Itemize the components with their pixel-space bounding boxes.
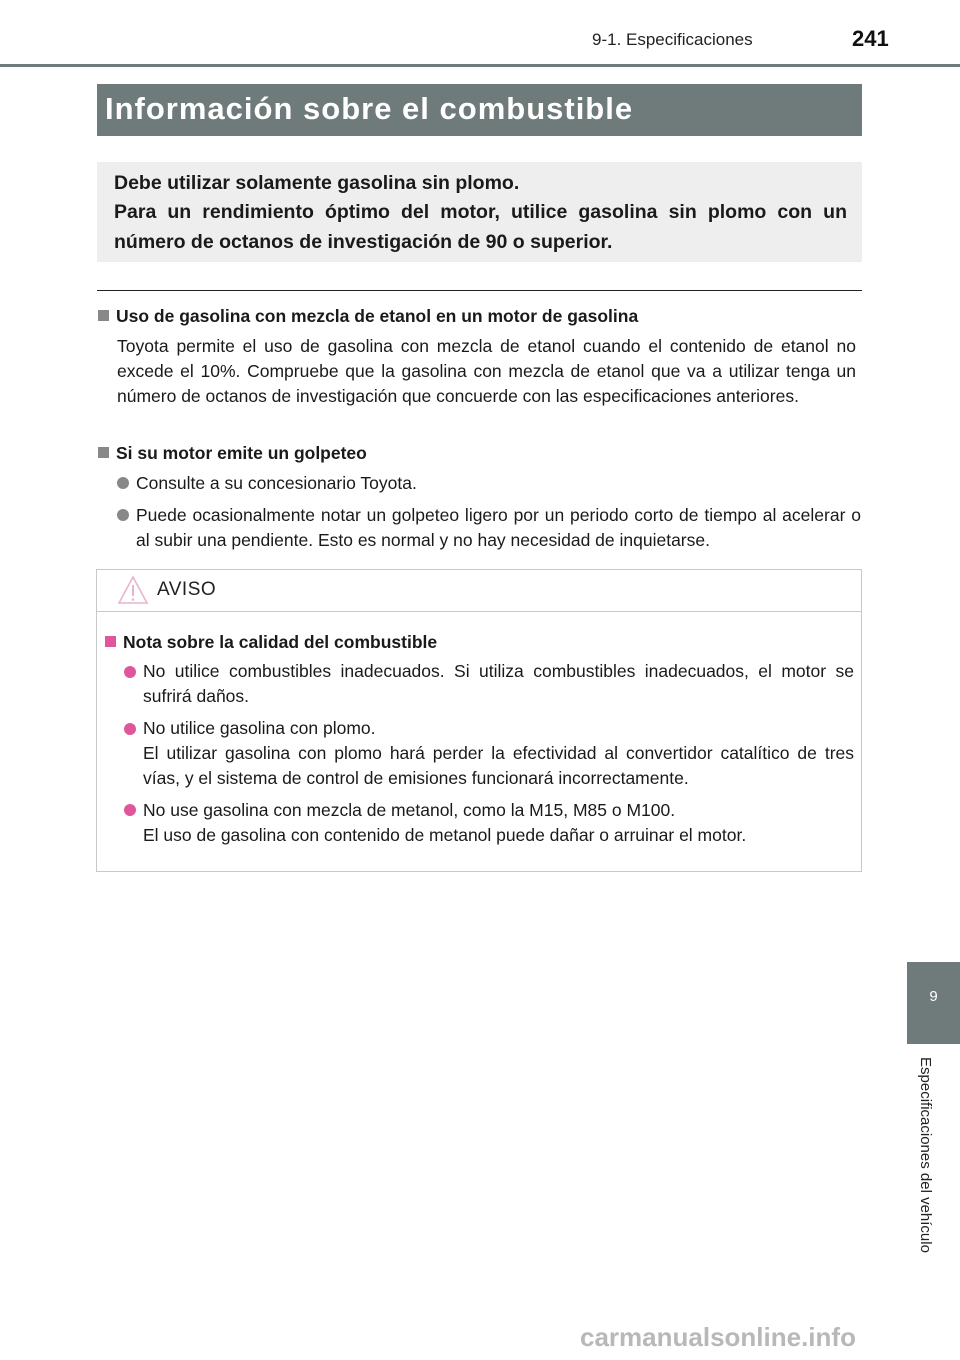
section-paragraph-ethanol: Toyota permite el uso de gasolina con mezcla de etanol cuando el contenido de etanol no excede el 10%. Compruebe que la gasolina con mezcla de etanol que va a utilizar tenga un número de octanos de investigación que concuerde con las especificaciones anteriores. (117, 336, 856, 406)
header-divider (0, 64, 960, 67)
chapter-label: Especificaciones del vehículo (917, 1057, 934, 1253)
square-bullet-icon (98, 447, 109, 458)
circle-bullet-icon (117, 509, 129, 521)
warning-heading-text: Nota sobre la calidad del combustible (123, 632, 438, 652)
warning-list-item: No utilice combustibles inadecuados. Si utiliza combustibles inadecuados, el motor se sufrirá daños. (143, 661, 854, 706)
title-bar (97, 84, 862, 136)
page-title: Información sobre el combustible (105, 91, 634, 126)
chapter-tab[interactable] (907, 962, 960, 1044)
warning-title: AVISO (157, 579, 217, 600)
circle-bullet-icon (124, 804, 136, 816)
warning-heading (105, 632, 437, 653)
section-heading-text: Si su motor emite un golpeteo (116, 443, 367, 463)
circle-bullet-icon (117, 477, 129, 489)
list-item: Puede ocasionalmente notar un golpeteo ligero por un periodo corto de tiempo al acelerar o al subir una pendiente. Esto es normal y no hay necesidad de inquietarse. (136, 505, 861, 550)
summary-line-1: Debe utilizar solamente gasolina sin plomo. (114, 172, 520, 194)
warning-box (96, 569, 862, 872)
section-title: 9-1. Especificaciones (592, 30, 753, 49)
warning-list-item-detail: El utilizar gasolina con plomo hará perder la efectividad al convertidor catalítico de tres vías, y el sistema de control de emisiones funcionará incorrectamente. (143, 743, 854, 788)
summary-box (97, 162, 862, 262)
square-bullet-icon (105, 636, 116, 647)
section-heading-knocking (98, 443, 367, 464)
section-divider (97, 290, 862, 291)
warning-list-item: No use gasolina con mezcla de metanol, como la M15, M85 o M100. (143, 800, 676, 820)
square-bullet-icon (98, 310, 109, 321)
watermark: carmanualsonline.info (580, 1322, 856, 1352)
list-item: Consulte a su concesionario Toyota. (136, 473, 417, 493)
warning-list-item-detail: El uso de gasolina con contenido de metanol puede dañar o arruinar el motor. (143, 825, 747, 845)
warning-triangle-icon (117, 575, 149, 605)
circle-bullet-icon (124, 723, 136, 735)
summary-line-2: Para un rendimiento óptimo del motor, utilice gasolina sin plomo con un número de octanos de investigación de 90 o superior. (114, 201, 847, 253)
chapter-number: 9 (929, 988, 938, 1005)
page-number: 241 (852, 26, 889, 51)
circle-bullet-icon (124, 666, 136, 678)
warning-list-item: No utilice gasolina con plomo. (143, 718, 376, 738)
section-heading-text: Uso de gasolina con mezcla de etanol en un motor de gasolina (116, 306, 639, 326)
warning-header (97, 570, 861, 612)
section-heading-ethanol (98, 306, 638, 327)
